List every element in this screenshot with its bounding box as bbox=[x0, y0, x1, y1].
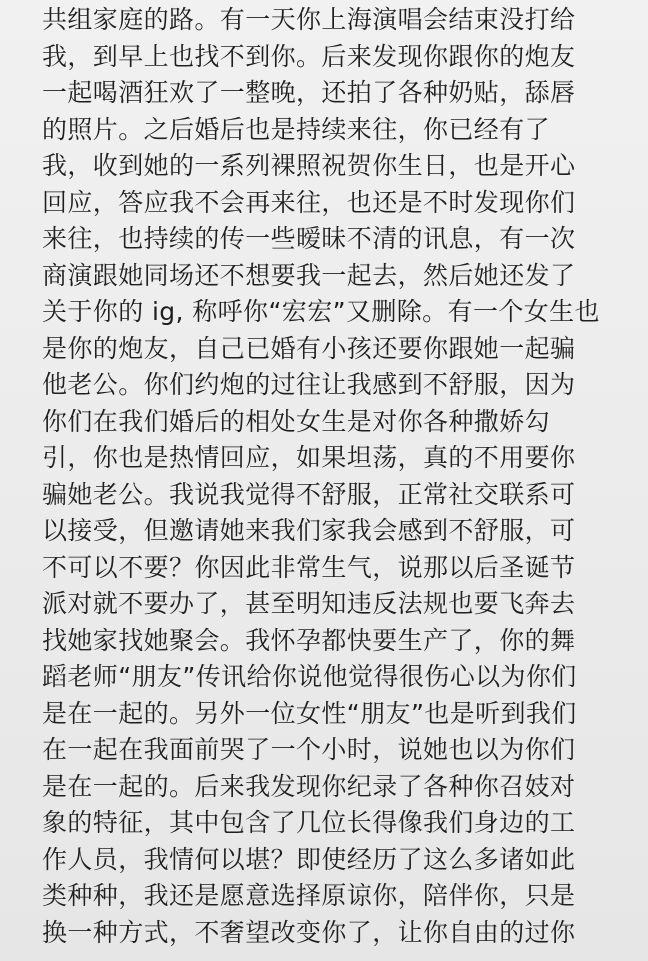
text-line: 我，收到她的一系列裸照祝贺你生日，也是开心 bbox=[42, 151, 576, 180]
text-line: 以接受，但邀请她来我们家我会感到不舒服，可 bbox=[42, 516, 576, 545]
text-line: 是在一起的。后来我发现你纪录了各种你召妓对 bbox=[42, 771, 576, 801]
text-line: 找她家找她聚会。我怀孕都快要生产了，你的舞 bbox=[42, 625, 576, 655]
text-line: 引，你也是热情回应，如果坦荡，真的不用要你 bbox=[42, 443, 576, 472]
text-line: 类种种，我还是愿意选择原谅你，陪伴你，只是 bbox=[42, 881, 576, 910]
text-line: 骗她老公。我说我觉得不舒服，正常社交联系可 bbox=[42, 479, 576, 509]
text-line: 是在一起的。另外一位女性“朋友”也是听到我们 bbox=[42, 698, 577, 728]
text-line: 来往，也持续的传一些暧昧不清的讯息，有一次 bbox=[42, 224, 576, 253]
text-line: 关于你的 ig, 称呼你“宏宏”又删除。有一个女生也 bbox=[42, 297, 600, 326]
text-line: 一起喝酒狂欢了一整晚，还拍了各种奶贴，舔唇 bbox=[42, 78, 576, 107]
text-line: 商演跟她同场还不想要我一起去，然后她还发了 bbox=[42, 260, 576, 290]
text-line: 共组家庭的路。有一天你上海演唱会结束没打给 bbox=[42, 5, 576, 34]
text-line: 回应，答应我不会再来往，也还是不时发现你们 bbox=[42, 187, 576, 217]
text-line: 你们在我们婚后的相处女生是对你各种撒娇勾 bbox=[42, 406, 551, 436]
text-line: 换一种方式，不奢望改变你了，让你自由的过你 bbox=[42, 917, 576, 947]
text-body bbox=[42, 2, 642, 951]
text-line: 作人员，我情何以堪？即使经历了这么多诸如此 bbox=[42, 844, 576, 874]
text-line: 象的特征，其中包含了几位长得像我们身边的工 bbox=[42, 808, 576, 837]
text-line: 在一起在我面前哭了一个小时，说她也以为你们 bbox=[42, 735, 576, 764]
text-line: 是你的炮友，自己已婚有小孩还要你跟她一起骗 bbox=[42, 333, 576, 363]
text-line: 我，到早上也找不到你。后来发现你跟你的炮友 bbox=[42, 41, 576, 71]
text-line: 不可以不要？你因此非常生气，说那以后圣诞节 bbox=[42, 552, 576, 582]
text-line: 他老公。你们约炮的过往让我感到不舒服，因为 bbox=[42, 370, 576, 399]
text-line: 派对就不要办了，甚至明知违反法规也要飞奔去 bbox=[42, 589, 576, 618]
text-line: 的照片。之后婚后也是持续来往，你已经有了 bbox=[42, 114, 551, 144]
text-line: 蹈老师“朋友”传讯给你说他觉得很伤心以为你们 bbox=[42, 662, 577, 691]
